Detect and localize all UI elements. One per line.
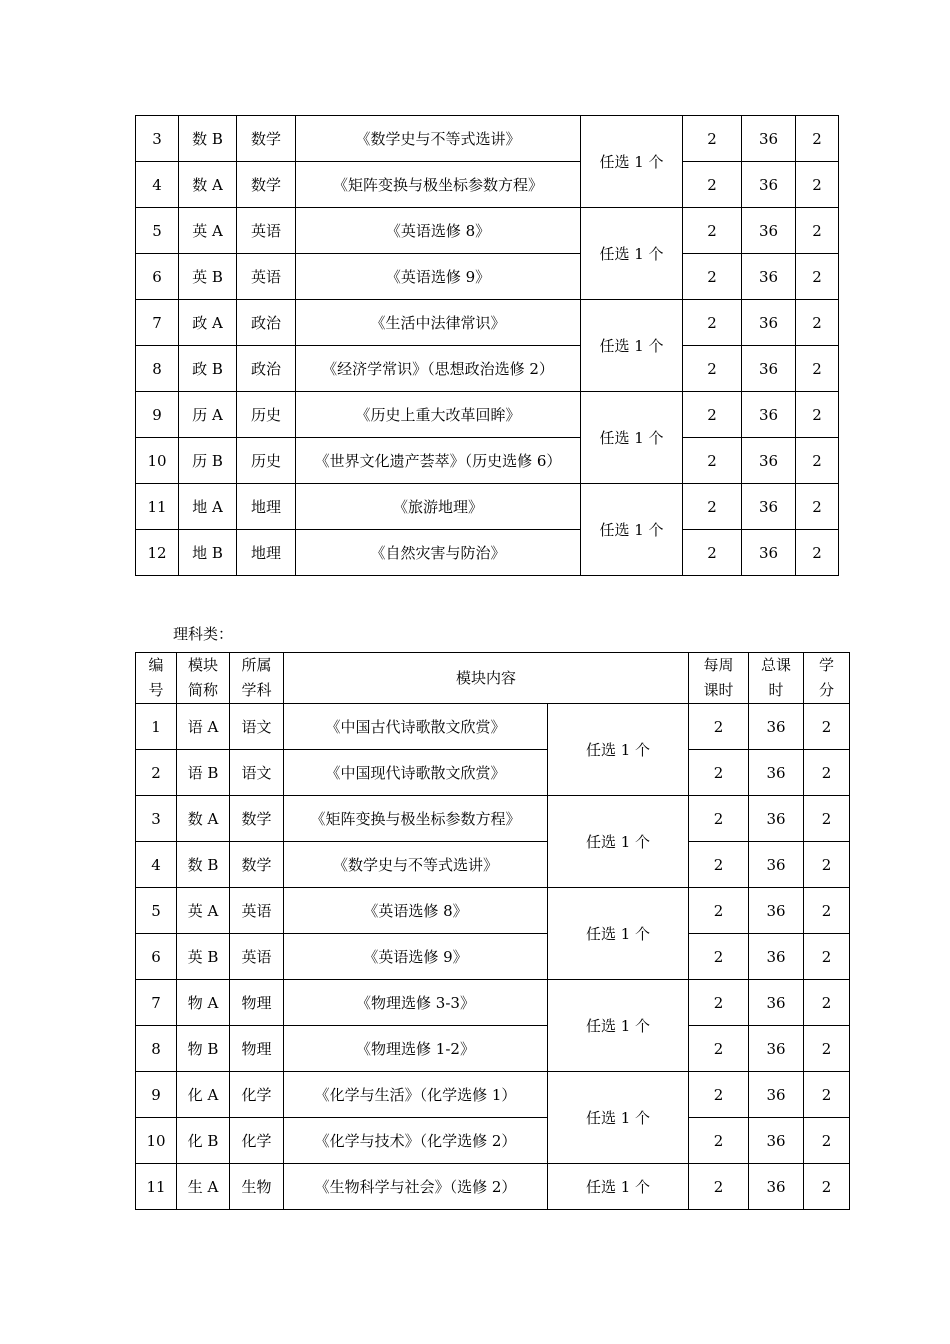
cell-subject: 政治 <box>237 346 296 392</box>
cell-no: 6 <box>136 934 177 980</box>
cell-choice: 任选 1 个 <box>581 392 683 484</box>
cell-credits: 2 <box>796 484 839 530</box>
cell-abbr: 化 A <box>177 1072 230 1118</box>
table-row <box>136 484 839 530</box>
cell-total-hours: 36 <box>742 116 796 162</box>
cell-content: 《化学与技术》（化学选修 2） <box>284 1118 548 1164</box>
cell-abbr: 地 A <box>179 484 237 530</box>
cell-total-hours: 36 <box>742 162 796 208</box>
science-elective-table <box>135 652 850 1210</box>
cell-no: 3 <box>136 796 177 842</box>
table-row <box>136 300 839 346</box>
cell-no: 5 <box>136 208 179 254</box>
cell-credits: 2 <box>804 1026 850 1072</box>
cell-weekly-hours: 2 <box>683 392 742 438</box>
elective-table-continued <box>135 115 839 576</box>
cell-no: 11 <box>136 484 179 530</box>
table-row <box>136 162 839 208</box>
table-row <box>136 888 850 934</box>
cell-abbr: 物 B <box>177 1026 230 1072</box>
cell-choice: 任选 1 个 <box>548 888 689 980</box>
cell-no: 4 <box>136 162 179 208</box>
cell-content: 《中国古代诗歌散文欣赏》 <box>284 704 548 750</box>
table-row <box>136 392 839 438</box>
cell-choice: 任选 1 个 <box>548 980 689 1072</box>
table-row <box>136 530 839 576</box>
cell-total-hours: 36 <box>749 980 804 1026</box>
cell-credits: 2 <box>804 980 850 1026</box>
cell-total-hours: 36 <box>749 842 804 888</box>
cell-content: 《自然灾害与防治》 <box>296 530 581 576</box>
table-row <box>136 1164 850 1210</box>
cell-content: 《生物科学与社会》（选修 2） <box>284 1164 548 1210</box>
cell-abbr: 数 A <box>179 162 237 208</box>
cell-no: 6 <box>136 254 179 300</box>
header-subject: 所属 学科 <box>230 653 284 704</box>
cell-abbr: 语 A <box>177 704 230 750</box>
cell-total-hours: 36 <box>749 1164 804 1210</box>
cell-subject: 数学 <box>237 116 296 162</box>
cell-weekly-hours: 2 <box>683 484 742 530</box>
cell-weekly-hours: 2 <box>689 796 749 842</box>
cell-subject: 化学 <box>230 1118 284 1164</box>
cell-total-hours: 36 <box>749 1118 804 1164</box>
cell-credits: 2 <box>804 1072 850 1118</box>
cell-total-hours: 36 <box>749 1026 804 1072</box>
cell-subject: 化学 <box>230 1072 284 1118</box>
cell-no: 3 <box>136 116 179 162</box>
cell-credits: 2 <box>796 346 839 392</box>
cell-subject: 物理 <box>230 1026 284 1072</box>
cell-content: 《经济学常识》（思想政治选修 2） <box>296 346 581 392</box>
cell-weekly-hours: 2 <box>689 980 749 1026</box>
cell-content: 《英语选修 8》 <box>284 888 548 934</box>
cell-subject: 英语 <box>237 208 296 254</box>
section-caption: 理科类： <box>173 625 234 643</box>
cell-total-hours: 36 <box>749 750 804 796</box>
header-total-hours: 总课 时 <box>749 653 804 704</box>
cell-abbr: 政 B <box>179 346 237 392</box>
cell-subject: 地理 <box>237 484 296 530</box>
cell-choice: 任选 1 个 <box>581 484 683 576</box>
cell-content: 《英语选修 9》 <box>296 254 581 300</box>
cell-credits: 2 <box>796 162 839 208</box>
cell-weekly-hours: 2 <box>689 1026 749 1072</box>
cell-abbr: 政 A <box>179 300 237 346</box>
cell-subject: 英语 <box>230 934 284 980</box>
cell-content: 《历史上重大改革回眸》 <box>296 392 581 438</box>
cell-weekly-hours: 2 <box>683 116 742 162</box>
cell-credits: 2 <box>804 842 850 888</box>
cell-subject: 英语 <box>230 888 284 934</box>
table-row <box>136 980 850 1026</box>
header-weekly-hours: 每周 课时 <box>689 653 749 704</box>
cell-subject: 语文 <box>230 750 284 796</box>
cell-credits: 2 <box>796 392 839 438</box>
cell-total-hours: 36 <box>742 300 796 346</box>
cell-total-hours: 36 <box>749 934 804 980</box>
cell-choice: 任选 1 个 <box>548 704 689 796</box>
cell-weekly-hours: 2 <box>683 346 742 392</box>
cell-content: 《矩阵变换与极坐标参数方程》 <box>296 162 581 208</box>
cell-credits: 2 <box>804 1118 850 1164</box>
cell-no: 10 <box>136 1118 177 1164</box>
cell-weekly-hours: 2 <box>683 162 742 208</box>
cell-abbr: 化 B <box>177 1118 230 1164</box>
cell-weekly-hours: 2 <box>689 1118 749 1164</box>
cell-abbr: 语 B <box>177 750 230 796</box>
cell-credits: 2 <box>796 300 839 346</box>
table-row <box>136 116 839 162</box>
cell-weekly-hours: 2 <box>683 208 742 254</box>
cell-credits: 2 <box>804 704 850 750</box>
table-row <box>136 208 839 254</box>
cell-abbr: 物 A <box>177 980 230 1026</box>
cell-no: 7 <box>136 980 177 1026</box>
cell-weekly-hours: 2 <box>683 300 742 346</box>
cell-credits: 2 <box>796 116 839 162</box>
cell-abbr: 数 A <box>177 796 230 842</box>
cell-total-hours: 36 <box>749 1072 804 1118</box>
cell-subject: 历史 <box>237 438 296 484</box>
cell-choice: 任选 1 个 <box>548 1164 689 1210</box>
table-row <box>136 704 850 750</box>
header-no: 编 号 <box>136 653 177 704</box>
cell-choice: 任选 1 个 <box>581 208 683 300</box>
cell-credits: 2 <box>804 888 850 934</box>
table-row <box>136 1072 850 1118</box>
cell-content: 《世界文化遗产荟萃》（历史选修 6） <box>296 438 581 484</box>
table-row <box>136 934 850 980</box>
cell-total-hours: 36 <box>749 888 804 934</box>
cell-abbr: 英 B <box>179 254 237 300</box>
table-row <box>136 796 850 842</box>
cell-content: 《物理选修 1-2》 <box>284 1026 548 1072</box>
cell-no: 8 <box>136 346 179 392</box>
cell-choice: 任选 1 个 <box>581 300 683 392</box>
cell-weekly-hours: 2 <box>689 934 749 980</box>
cell-total-hours: 36 <box>742 484 796 530</box>
table-header-row <box>136 653 850 704</box>
cell-subject: 地理 <box>237 530 296 576</box>
cell-subject: 历史 <box>237 392 296 438</box>
cell-choice: 任选 1 个 <box>548 796 689 888</box>
cell-weekly-hours: 2 <box>689 1164 749 1210</box>
cell-subject: 政治 <box>237 300 296 346</box>
cell-no: 12 <box>136 530 179 576</box>
cell-abbr: 历 B <box>179 438 237 484</box>
cell-total-hours: 36 <box>742 208 796 254</box>
cell-weekly-hours: 2 <box>689 842 749 888</box>
cell-no: 5 <box>136 888 177 934</box>
cell-subject: 生物 <box>230 1164 284 1210</box>
cell-abbr: 生 A <box>177 1164 230 1210</box>
header-abbr: 模块 简称 <box>177 653 230 704</box>
cell-subject: 数学 <box>230 796 284 842</box>
cell-content: 《旅游地理》 <box>296 484 581 530</box>
cell-abbr: 历 A <box>179 392 237 438</box>
table-row <box>136 254 839 300</box>
cell-content: 《矩阵变换与极坐标参数方程》 <box>284 796 548 842</box>
cell-subject: 数学 <box>230 842 284 888</box>
cell-weekly-hours: 2 <box>689 1072 749 1118</box>
table-row <box>136 842 850 888</box>
cell-no: 11 <box>136 1164 177 1210</box>
cell-credits: 2 <box>796 438 839 484</box>
cell-credits: 2 <box>796 530 839 576</box>
cell-total-hours: 36 <box>742 438 796 484</box>
cell-credits: 2 <box>804 750 850 796</box>
cell-subject: 英语 <box>237 254 296 300</box>
cell-weekly-hours: 2 <box>689 704 749 750</box>
table-row <box>136 346 839 392</box>
cell-content: 《物理选修 3-3》 <box>284 980 548 1026</box>
cell-abbr: 英 A <box>179 208 237 254</box>
cell-no: 4 <box>136 842 177 888</box>
cell-credits: 2 <box>804 934 850 980</box>
cell-content: 《数学史与不等式选讲》 <box>284 842 548 888</box>
table-row <box>136 1026 850 1072</box>
cell-total-hours: 36 <box>742 392 796 438</box>
cell-credits: 2 <box>804 796 850 842</box>
cell-total-hours: 36 <box>742 254 796 300</box>
cell-subject: 物理 <box>230 980 284 1026</box>
cell-subject: 数学 <box>237 162 296 208</box>
cell-content: 《英语选修 8》 <box>296 208 581 254</box>
cell-content: 《生活中法律常识》 <box>296 300 581 346</box>
table-row <box>136 1118 850 1164</box>
cell-abbr: 地 B <box>179 530 237 576</box>
cell-subject: 语文 <box>230 704 284 750</box>
cell-choice: 任选 1 个 <box>548 1072 689 1164</box>
cell-choice: 任选 1 个 <box>581 116 683 208</box>
cell-total-hours: 36 <box>749 704 804 750</box>
cell-content: 《化学与生活》（化学选修 1） <box>284 1072 548 1118</box>
cell-content: 《中国现代诗歌散文欣赏》 <box>284 750 548 796</box>
cell-weekly-hours: 2 <box>689 888 749 934</box>
cell-weekly-hours: 2 <box>683 254 742 300</box>
cell-content: 《英语选修 9》 <box>284 934 548 980</box>
cell-abbr: 数 B <box>177 842 230 888</box>
cell-credits: 2 <box>796 208 839 254</box>
cell-credits: 2 <box>796 254 839 300</box>
cell-content: 《数学史与不等式选讲》 <box>296 116 581 162</box>
cell-abbr: 英 A <box>177 888 230 934</box>
cell-no: 10 <box>136 438 179 484</box>
header-credits: 学 分 <box>804 653 850 704</box>
cell-weekly-hours: 2 <box>689 750 749 796</box>
cell-weekly-hours: 2 <box>683 530 742 576</box>
cell-total-hours: 36 <box>742 530 796 576</box>
cell-no: 8 <box>136 1026 177 1072</box>
table-row <box>136 438 839 484</box>
table-row <box>136 750 850 796</box>
cell-abbr: 数 B <box>179 116 237 162</box>
cell-credits: 2 <box>804 1164 850 1210</box>
cell-no: 9 <box>136 1072 177 1118</box>
cell-weekly-hours: 2 <box>683 438 742 484</box>
cell-no: 1 <box>136 704 177 750</box>
cell-no: 2 <box>136 750 177 796</box>
header-content: 模块内容 <box>284 653 689 704</box>
cell-no: 9 <box>136 392 179 438</box>
cell-total-hours: 36 <box>742 346 796 392</box>
cell-total-hours: 36 <box>749 796 804 842</box>
cell-no: 7 <box>136 300 179 346</box>
cell-abbr: 英 B <box>177 934 230 980</box>
